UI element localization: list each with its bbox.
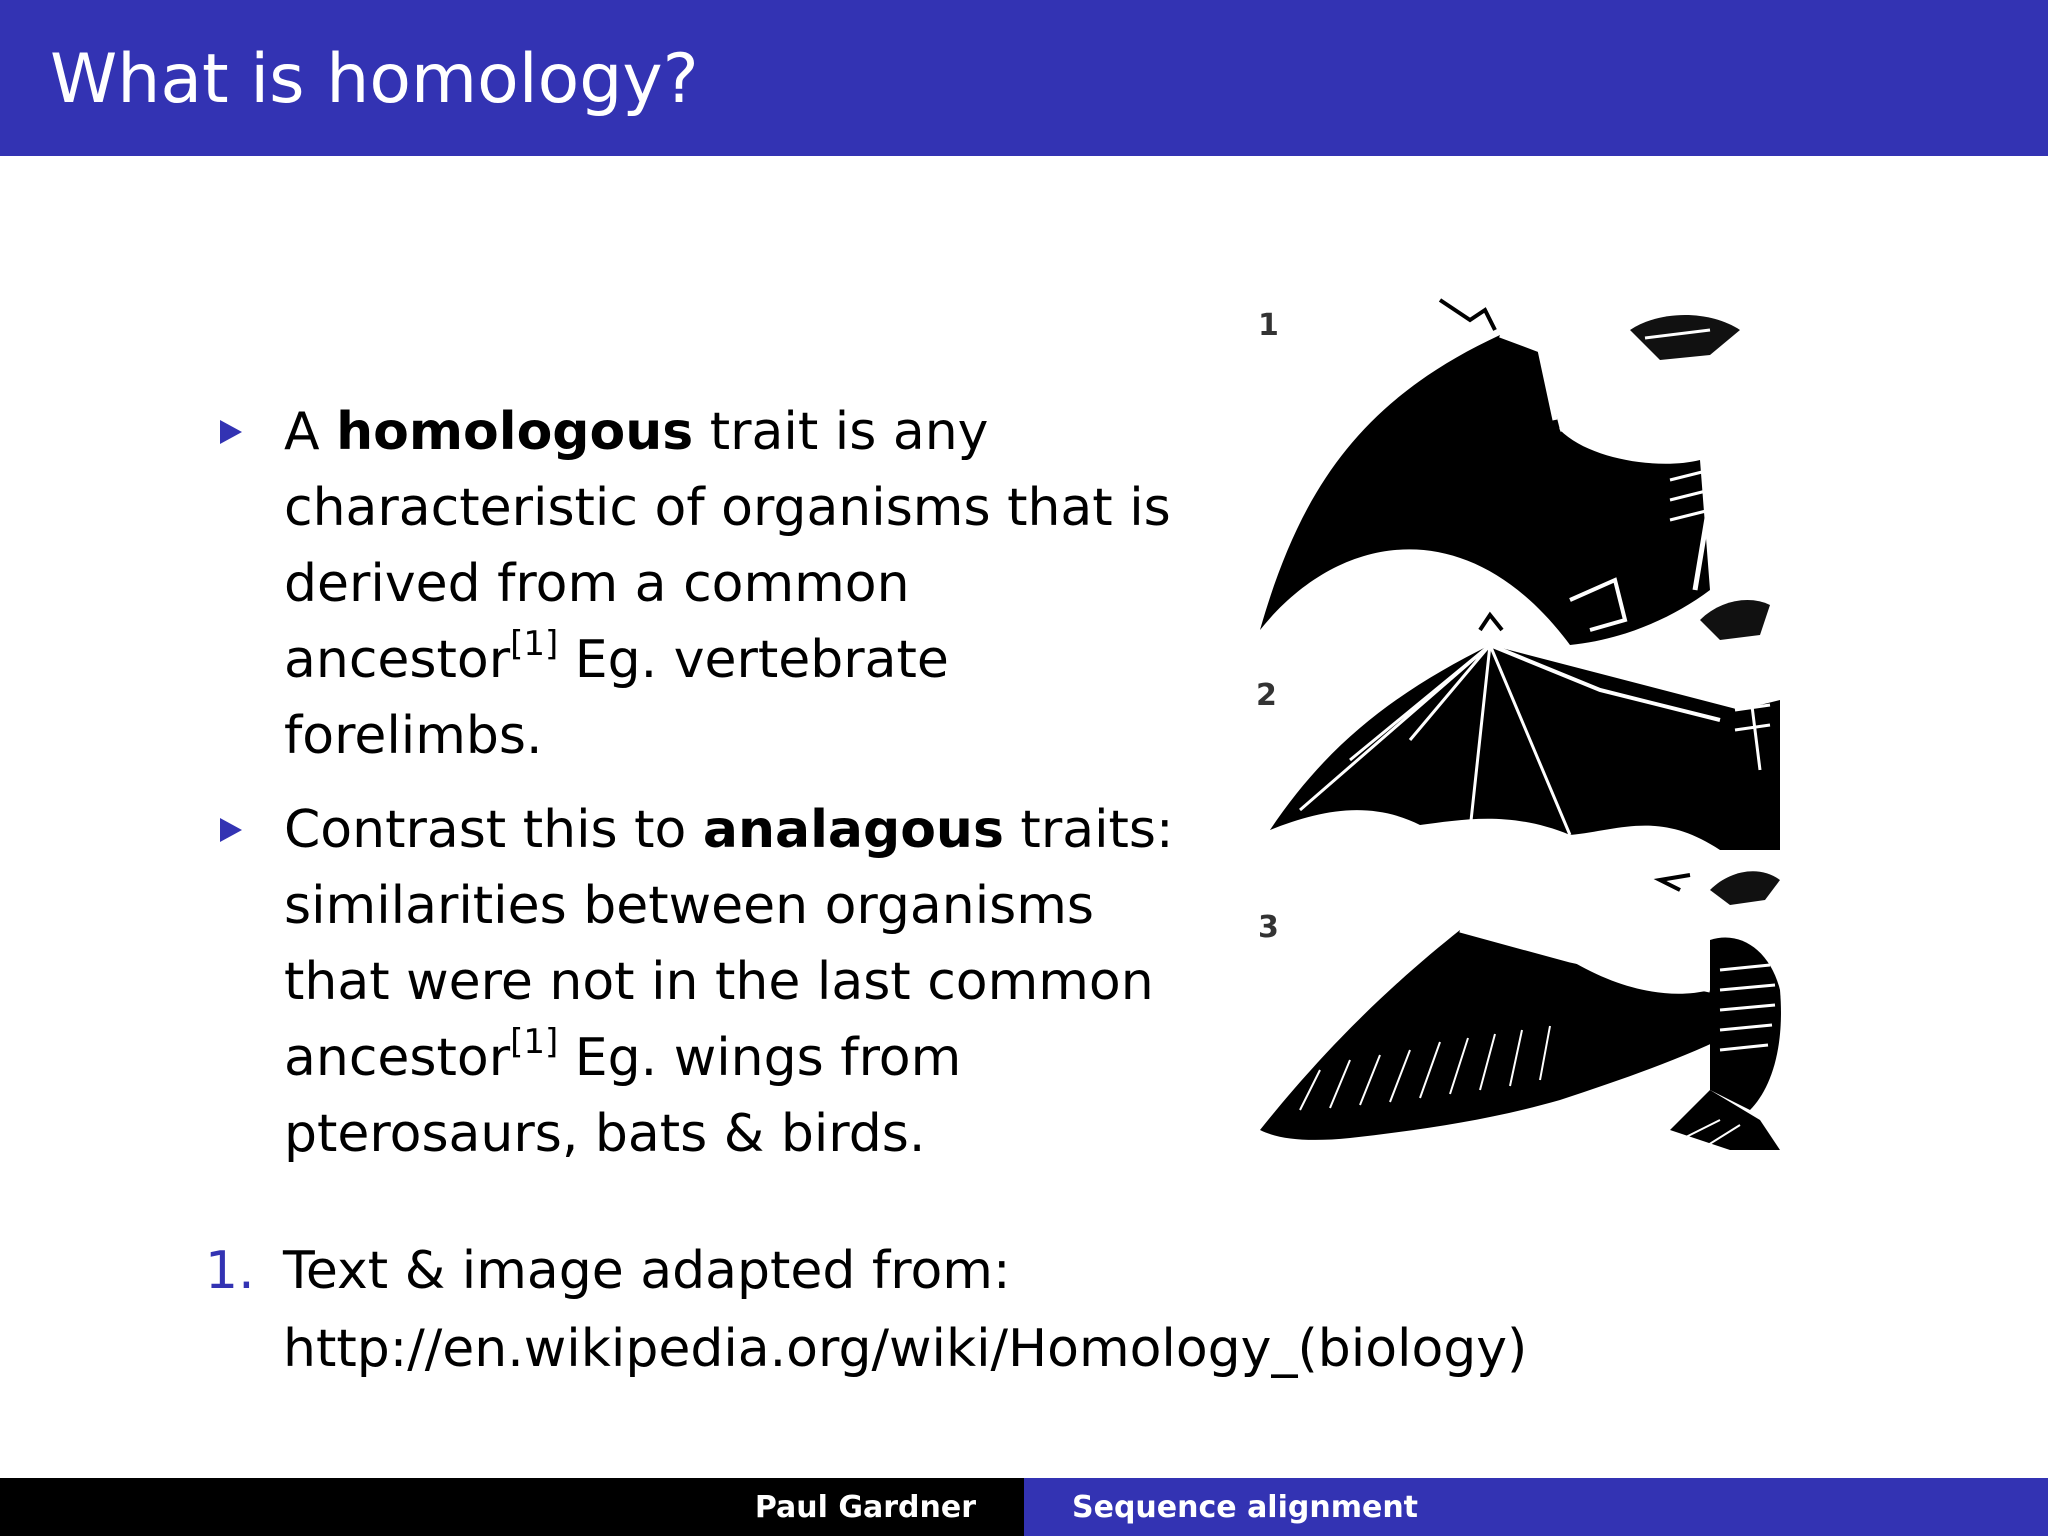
bullet-text: Contrast this to analagous traits: similarities between organisms that were not in the last common ancestor[1] Eg. wings from pterosaurs, bats & birds. <box>284 800 1174 1164</box>
slide-title: What is homology? <box>50 40 699 119</box>
pterosaur-wing-icon <box>1260 300 1740 645</box>
bullet-text: A homologous trait is any characteristic of organisms that is derived from a common ancestor[1] Eg. vertebrate forelimbs. <box>284 402 1171 766</box>
figure-label-2: 2 <box>1256 678 1277 713</box>
footer-author-panel <box>0 1478 1024 1536</box>
bullet-item-homologous <box>220 394 1200 774</box>
citation-marker: [1] <box>510 623 559 664</box>
bold-term: homologous <box>336 402 694 462</box>
figure-label-1: 1 <box>1258 308 1279 343</box>
footnote-url[interactable]: http://en.wikipedia.org/wiki/Homology_(biology) <box>283 1319 1528 1379</box>
footnote-text <box>283 1232 1905 1388</box>
footer-topic: Sequence alignment <box>1072 1490 1419 1525</box>
footnote-line-1: Text & image adapted from: <box>283 1241 1011 1301</box>
slide-footer <box>0 1478 2048 1536</box>
footnote <box>205 1232 1905 1388</box>
citation-marker: [1] <box>510 1021 559 1062</box>
bullet-item-analagous <box>220 792 1200 1172</box>
triangle-bullet-icon <box>220 818 242 842</box>
wing-skeleton-figure <box>1240 290 1800 1170</box>
footnote-number: 1. <box>205 1241 255 1301</box>
bat-wing-icon <box>1270 600 1780 850</box>
figure-label-3: 3 <box>1258 910 1279 945</box>
triangle-bullet-icon <box>220 420 242 444</box>
footer-topic-panel <box>1024 1478 2048 1536</box>
bold-term: analagous <box>702 800 1004 860</box>
bullet-list <box>220 394 1200 1190</box>
footer-author: Paul Gardner <box>754 1490 976 1525</box>
title-bar <box>0 0 2048 156</box>
bird-wing-icon <box>1260 871 1781 1150</box>
